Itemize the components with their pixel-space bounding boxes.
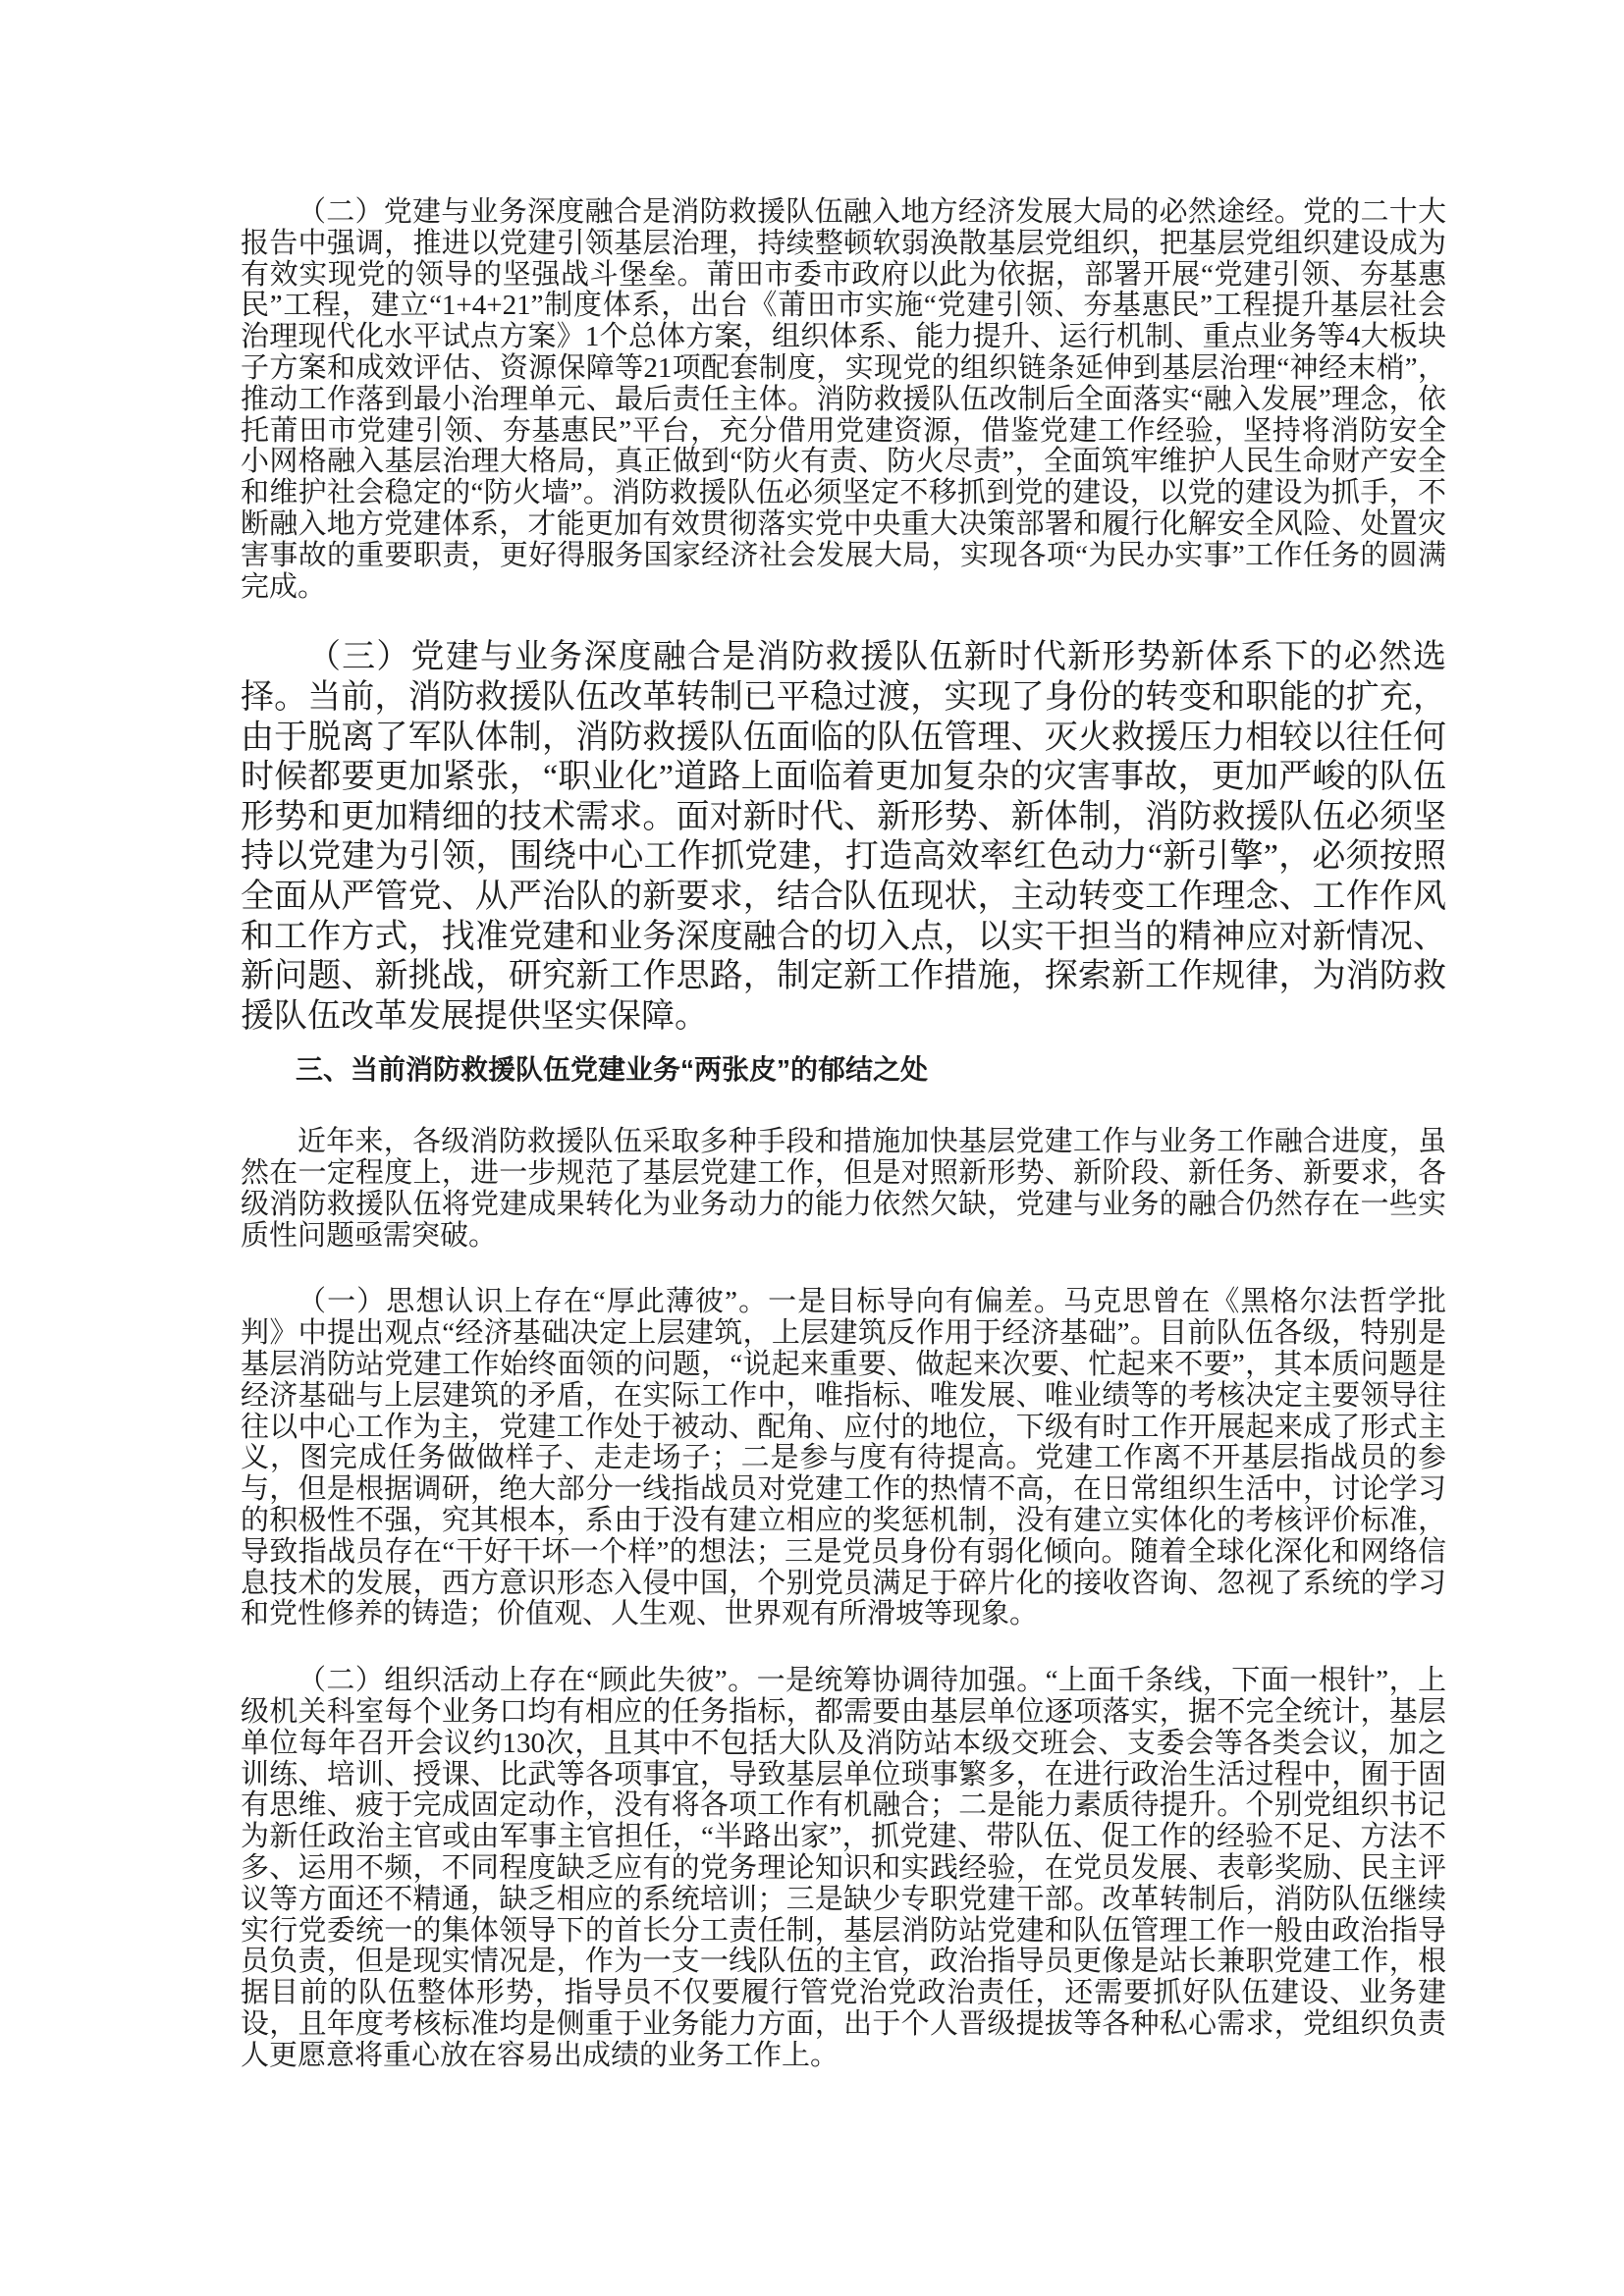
paragraph-overview: 近年来，各级消防救援队伍采取多种手段和措施加快基层党建工作与业务工作融合进度，虽然在一定程度上，进一步规范了基层党建工作，但是对照新形势、新阶段、新任务、新要求，各级消防救援队伍将党建成果转化为业务动力的能力依然欠缺，党建与业务的融合仍然存在一些实质性问题亟需突破。: [241, 1126, 1446, 1252]
paragraph-point-2: （二）党建与业务深度融合是消防救援队伍融入地方经济发展大局的必然途经。党的二十大报告中强调，推进以党建引领基层治理，持续整顿软弱涣散基层党组织，把基层党组织建设成为有效实现党的领导的坚强战斗堡垒。莆田市委市政府以此为依据，部署开展“党建引领、夯基惠民”工程，建立“1+4+21”制度体系，出台《莆田市实施“党建引领、夯基惠民”工程提升基层社会治理现代化水平试点方案》1个总体方案，组织体系、能力提升、运行机制、重点业务等4大板块子方案和成效评估、资源保障等21项配套制度，实现党的组织链条延伸到基层治理“神经末梢”，推动工作落到最小治理单元、最后责任主体。消防救援队伍改制后全面落实“融入发展”理念，依托莆田市党建引领、夯基惠民”平台，充分借用党建资源，借鉴党建工作经验，坚持将消防安全小网格融入基层治理大格局，真正做到“防火有责、防火尽责”，全面筑牢维护人民生命财产安全和维护社会稳定的“防火墙”。消防救援队伍必须坚定不移抓到党的建设，以党的建设为抓手，不断融入地方党建体系，才能更加有效贯彻落实党中央重大决策部署和履行化解安全风险、处置灾害事故的重要职责，更好得服务国家经济社会发展大局，实现各项“为民办实事”工作任务的圆满完成。: [241, 196, 1446, 603]
paragraph-issue-1: （一）思想认识上存在“厚此薄彼”。一是目标导向有偏差。马克思曾在《黑格尔法哲学批判》中提出观点“经济基础决定上层建筑，上层建筑反作用于经济基础”。目前队伍各级，特别是基层消防站党建工作始终面领的问题，“说起来重要、做起来次要、忙起来不要”，其本质问题是经济基础与上层建筑的矛盾，在实际工作中，唯指标、唯发展、唯业绩等的考核决定主要领导往往以中心工作为主，党建工作处于被动、配角、应付的地位，下级有时工作开展起来成了形式主义，图完成任务做做样子、走走场子；二是参与度有待提高。党建工作离不开基层指战员的参与，但是根据调研，绝大部分一线指战员对党建工作的热情不高，在日常组织生活中，讨论学习的积极性不强，究其根本，系由于没有建立相应的奖惩机制，没有建立实体化的考核评价标准，导致指战员存在“干好干坏一个样”的想法；三是党员身份有弱化倾向。随着全球化深化和网络信息技术的发展，西方意识形态入侵中国，个别党员满足于碎片化的接收咨询、忽视了系统的学习和党性修养的铸造；价值观、人生观、世界观有所滑坡等现象。: [241, 1286, 1446, 1630]
paragraph-issue-2: （二）组织活动上存在“顾此失彼”。一是统筹协调待加强。“上面千条线，下面一根针”，上级机关科室每个业务口均有相应的任务指标，都需要由基层单位逐项落实，据不完全统计，基层单位每年召开会议约130次，且其中不包括大队及消防站本级交班会、支委会等各类会议，加之训练、培训、授课、比武等各项事宜，导致基层单位琐事繁多，在进行政治生活过程中，囿于固有思维、疲于完成固定动作，没有将各项工作有机融合；二是能力素质待提升。个别党组织书记为新任政治主官或由军事主官担任，“半路出家”，抓党建、带队伍、促工作的经验不足、方法不多、运用不频，不同程度缺乏应有的党务理论知识和实践经验，在党员发展、表彰奖励、民主评议等方面还不精通，缺乏相应的系统培训；三是缺少专职党建干部。改革转制后，消防队伍继续实行党委统一的集体领导下的首长分工责任制，基层消防站党建和队伍管理工作一般由政治指导员负责，但是现实情况是，作为一支一线队伍的主官，政治指导员更像是站长兼职党建工作，根据目前的队伍整体形势，指导员不仅要履行管党治党政治责任，还需要抓好队伍建设、业务建设，且年度考核标准均是侧重于业务能力方面，出于个人晋级提拔等各种私心需求，党组织负责人更愿意将重心放在容易出成绩的业务工作上。: [241, 1665, 1446, 2071]
section-heading: 三、当前消防救援队伍党建业务“两张皮”的郁结之处: [296, 1054, 929, 1086]
paragraph-point-3: （三）党建与业务深度融合是消防救援队伍新时代新形势新体系下的必然选择。当前，消防救援队伍改革转制已平稳过渡，实现了身份的转变和职能的扩充，由于脱离了军队体制，消防救援队伍面临的队伍管理、灭火救援压力相较以往任何时候都要更加紧张，“职业化”道路上面临着更加复杂的灾害事故，更加严峻的队伍形势和更加精细的技术需求。面对新时代、新形势、新体制，消防救援队伍必须坚持以党建为引领，围绕中心工作抓党建，打造高效率红色动力“新引擎”，必须按照全面从严管党、从严治队的新要求，结合队伍现状，主动转变工作理念、工作作风和工作方式，找准党建和业务深度融合的切入点，以实干担当的精神应对新情况、新问题、新挑战，研究新工作思路，制定新工作措施，探索新工作规律，为消防救援队伍改革发展提供坚实保障。: [241, 639, 1446, 1035]
